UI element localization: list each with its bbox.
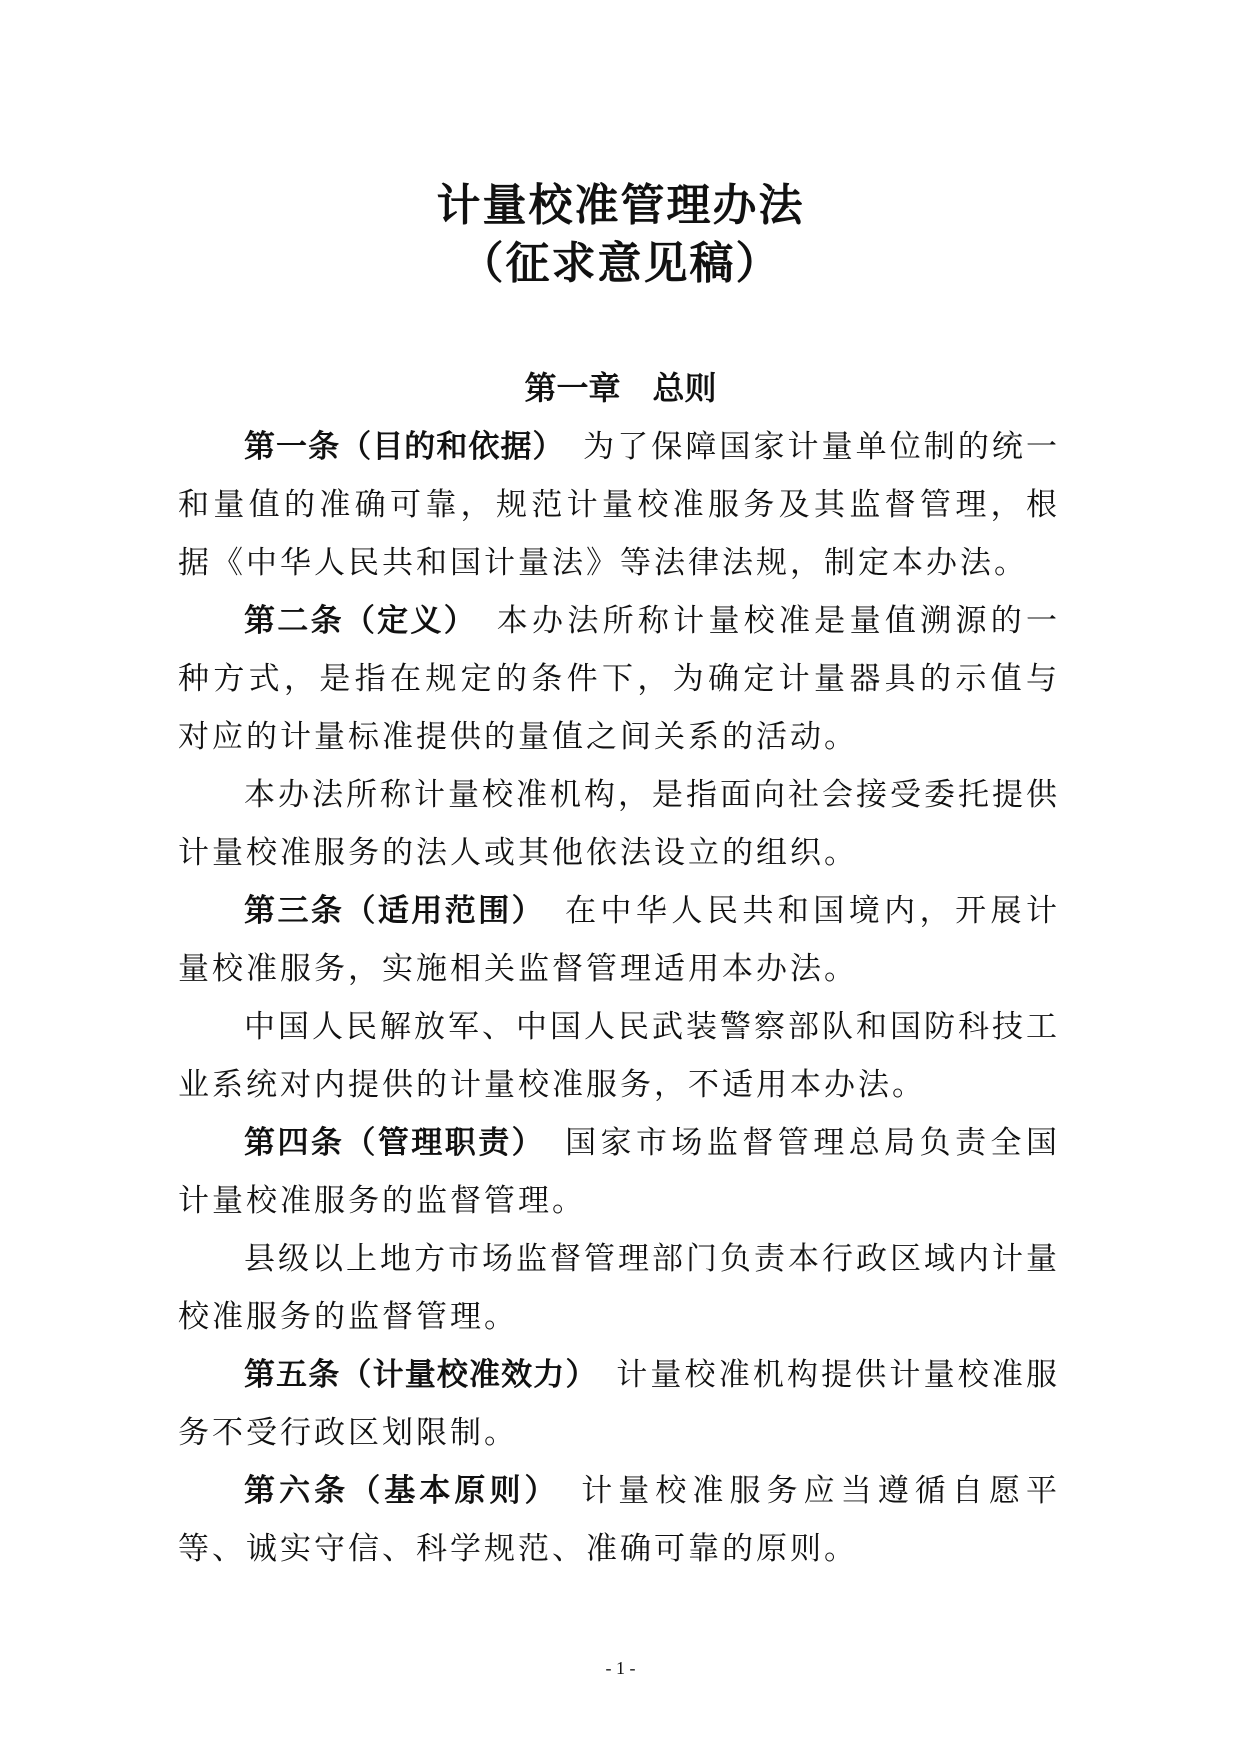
document-body [178, 418, 1060, 1578]
chapter-heading: 第一章 总则 [524, 369, 717, 407]
page-number: - 1 - [605, 1658, 636, 1678]
article-4-paragraph-2 [178, 1230, 1060, 1346]
article-6 [178, 1462, 1060, 1578]
article-label: 第四条（管理职责） [244, 1125, 530, 1161]
article-text: 本办法所称计量校准机构，是指面向社会接受委托提供计量校准服务的法人或其他依法设立的组织。 [178, 777, 1060, 871]
article-label: 第一条（目的和依据） [244, 429, 550, 465]
article-3 [178, 882, 1060, 998]
article-text: 计量校准服务应当遵循自愿平等、诚实守信、科学规范、准确可靠的原则。 [178, 1473, 1061, 1567]
article-1 [178, 418, 1060, 592]
article-text: 为了保障国家计量单位制的统一和量值的准确可靠，规范计量校准服务及其监督管理，根据《中华人民共和国计量法》等法律法规，制定本办法。 [178, 429, 1060, 581]
article-2-paragraph-2 [178, 766, 1060, 882]
article-text: 在中华人民共和国境内，开展计量校准服务，实施相关监督管理适用本办法。 [178, 893, 1060, 987]
document-title: 计量校准管理办法 [436, 180, 805, 231]
article-text: 县级以上地方市场监督管理部门负责本行政区域内计量校准服务的监督管理。 [178, 1241, 1060, 1335]
article-5 [178, 1346, 1060, 1462]
article-4 [178, 1114, 1060, 1230]
article-label: 第六条（基本原则） [244, 1473, 545, 1509]
article-2 [178, 592, 1060, 766]
document-subtitle: （征求意见稿） [459, 238, 782, 289]
article-text: 中国人民解放军、中国人民武装警察部队和国防科技工业系统对内提供的计量校准服务，不适用本办法。 [178, 1009, 1060, 1103]
article-text: 国家市场监督管理总局负责全国计量校准服务的监督管理。 [178, 1125, 1060, 1219]
article-3-paragraph-2 [178, 998, 1060, 1114]
article-text: 本办法所称计量校准是量值溯源的一种方式，是指在规定的条件下，为确定计量器具的示值与对应的计量标准提供的量值之间关系的活动。 [178, 603, 1061, 755]
article-text: 计量校准机构提供计量校准服务不受行政区划限制。 [178, 1357, 1061, 1451]
article-label: 第二条（定义） [244, 603, 462, 639]
article-label: 第三条（适用范围） [244, 893, 530, 929]
article-label: 第五条（计量校准效力） [244, 1357, 583, 1393]
